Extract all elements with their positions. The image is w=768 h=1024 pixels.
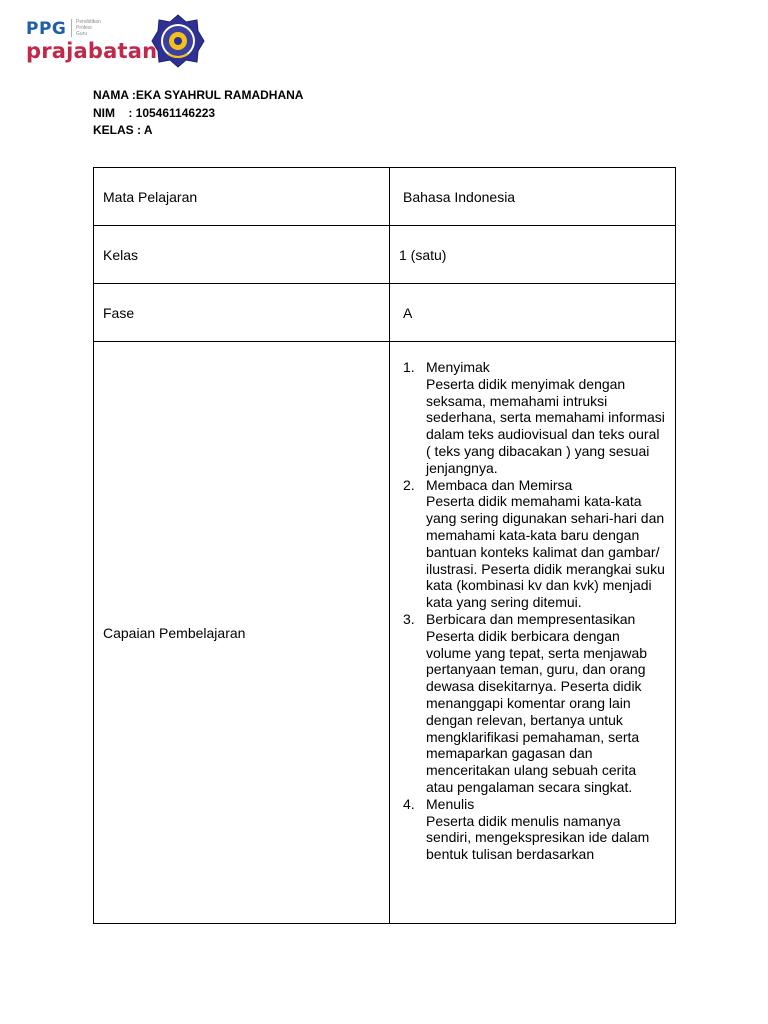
capaian-list [390,342,675,873]
list-item-number: 1. [403,359,415,375]
logo-tagline-line: Pendidikan [76,19,101,25]
list-item-body: Peserta didik menulis namanya sendiri, mengekspresikan ide dalam bentuk tulisan berdasarkan [426,812,650,863]
table-row [94,284,676,342]
list-item-number: 2. [403,476,415,493]
logo-tagline-line: Profesi [76,25,92,31]
list-item-body: Peserta didik menyimak dengan seksama, memahami intruksi sederhana, serta memahami informasi dalam teks audiovisual dan teks oural ( teks yang dibacakan ) yang sesuai jenjangnya. [426,375,665,476]
row-label: Mata Pelajaran [94,168,390,226]
student-class: KELAS : A [93,123,153,137]
row-value: Bahasa Indonesia [390,168,676,226]
capaian-content [390,342,676,924]
logo-brand-text: prajabatan [26,39,158,63]
row-label: Fase [94,284,390,342]
list-item-body: Peserta didik memahami kata-kata yang sering digunakan sehari-hari dan memahami kata-kata baru dengan bantuan konteks kalimat dan gambar/ ilustrasi. Peserta didik merangkai suku kata (kombinasi kv dan kvk) menjadi kata yang sering ditemui. [426,493,665,611]
list-item [390,611,665,796]
student-identity [93,87,303,140]
lesson-table [93,167,676,924]
logo-ppg-text: PPG [26,19,67,39]
student-name: NAMA :EKA SYAHRUL RAMADHANA [93,88,304,102]
logo-tagline [71,19,116,37]
row-value: A [390,284,676,342]
list-item-number: 4. [403,795,415,812]
list-item [390,477,665,611]
table-row [94,226,676,284]
university-emblem-icon [151,14,205,68]
table-row-capaian [94,342,676,924]
table-row [94,168,676,226]
list-item-title: Menulis [426,795,475,812]
row-value: 1 (satu) [390,226,676,284]
list-item [390,796,665,863]
list-item [390,359,665,477]
list-item-body: Peserta didik berbicara dengan volume yang tepat, serta menjawab pertanyaan teman, guru, dan orang dewasa disekitarnya. Peserta didik menanggapi komentar orang lain dengan relevan, bertanya untuk mengklarifikasi pemahaman, serta memaparkan gagasan dan menceritakan ulang sebuah cerita atau pengalaman secara singkat. [426,627,648,795]
student-nim: NIM : 105461146223 [93,105,216,120]
logo-tagline-line: Guru [76,31,88,37]
row-label: Kelas [94,226,390,284]
list-item-title: Membaca dan Memirsa [426,476,573,493]
list-item-title: Berbicara dan mempresentasikan [426,610,636,627]
list-item-title: Menyimak [426,359,490,375]
capaian-label: Capaian Pembelajaran [94,342,390,924]
list-item-number: 3. [403,610,415,627]
